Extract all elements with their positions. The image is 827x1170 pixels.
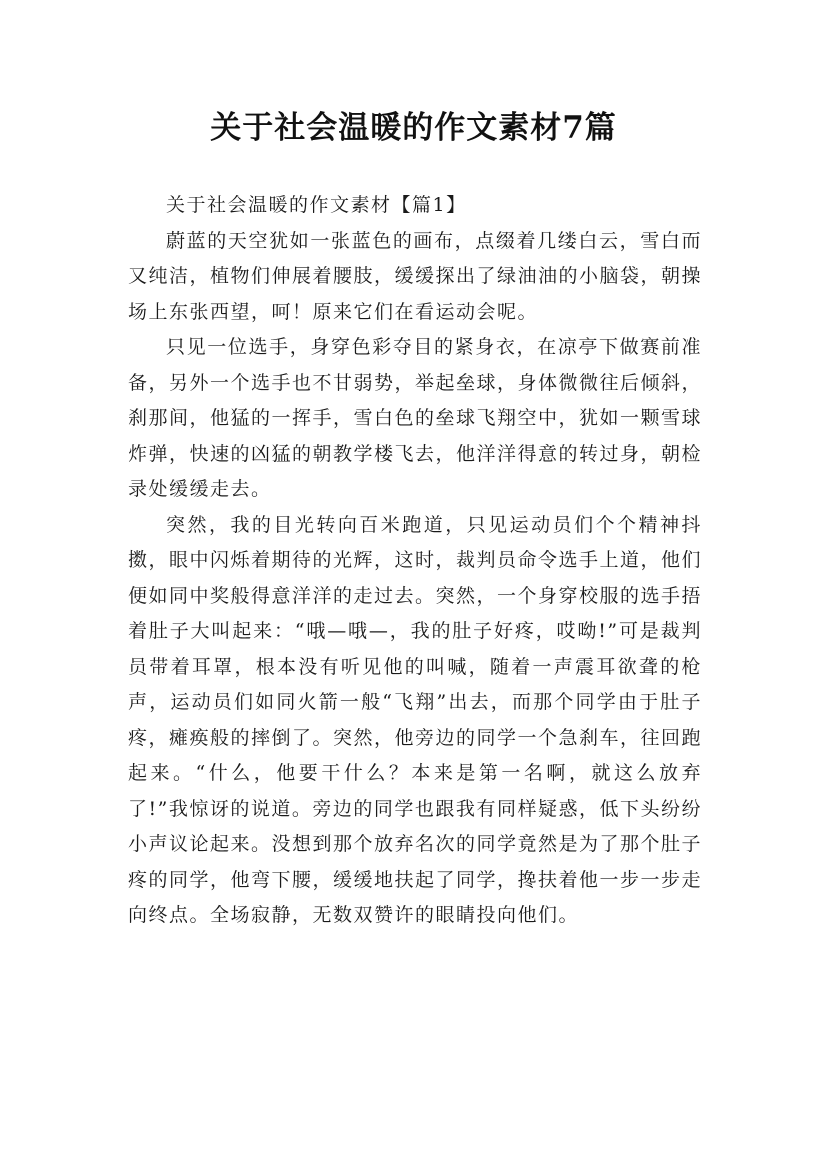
document-title: 关于社会温暖的作文素材7篇: [210, 110, 617, 146]
document-body: [128, 188, 702, 934]
section-heading: 关于社会温暖的作文素材【篇1】: [166, 194, 467, 216]
paragraph: 只见一位选手，身穿色彩夺目的紧身衣，在凉亭下做赛前准备，另外一个选手也不甘弱势，举起垒球，身体微微往后倾斜，刹那间，他猛的一挥手，雪白色的垒球飞翔空中，犹如一颗雪球炸弹，快速的凶猛的朝教学楼飞去，他洋洋得意的转过身，朝检录处缓缓走去。: [128, 336, 703, 500]
paragraph: 蔚蓝的天空犹如一张蓝色的画布，点缀着几缕白云，雪白而又纯洁，植物们伸展着腰肢，缓缓探出了绿油油的小脑袋，朝操场上东张西望，呵！原来它们在看运动会呢。: [128, 229, 703, 323]
paragraph: 突然，我的目光转向百米跑道，只见运动员们个个精神抖擞，眼中闪烁着期待的光辉，这时，裁判员命令选手上道，他们便如同中奖般得意洋洋的走过去。突然，一个身穿校服的选手捂着肚子大叫起来：“哦—哦—，我的肚子好疼，哎呦!”可是裁判员带着耳罩，根本没有听见他的叫喊，随着一声震耳欲聋的枪声，运动员们如同火箭一般“飞翔”出去，而那个同学由于肚子疼，瘫痪般的摔倒了。突然，他旁边的同学一个急刹车，往回跑起来。“什么，他要干什么？本来是第一名啊，就这么放弃了!”我惊讶的说道。旁边的同学也跟我有同样疑惑，低下头纷纷小声议论起来。没想到那个放弃名次的同学竟然是为了那个肚子疼的同学，他弯下腰，缓缓地扶起了同学，搀扶着他一步一步走向终点。全场寂静，无数双赞许的眼睛投向他们。: [128, 513, 703, 926]
